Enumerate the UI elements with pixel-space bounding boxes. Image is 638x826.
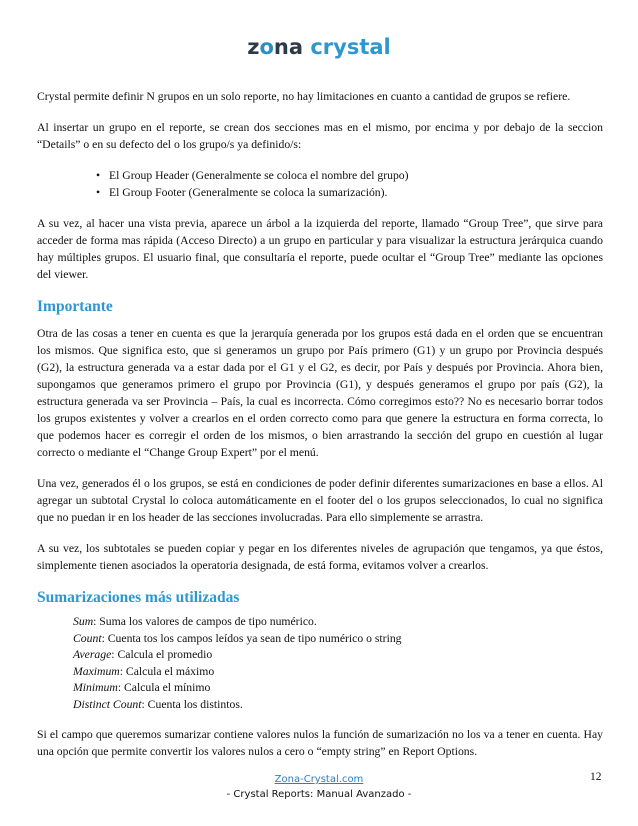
paragraph-sections: Al insertar un grupo en el reporte, se crean dos secciones mas en el mismo, por encima y por debajo de la seccion “Details” o en su defecto del o los grupo/s ya definido/s:	[37, 121, 603, 151]
paragraph-summaries: Una vez, generados él o los grupos, se está en condiciones de poder definir diferentes sumarizaciones en base a ellos. Al agregar un subtotal Crystal lo coloca automáticamente en el footer del o los grupos seleccionados, lo cual no significa que no puedan ir en los header de las secciones involucradas. Para ello simplemente se arrastra.	[37, 477, 603, 524]
paragraph-intro: Crystal permite definir N grupos en un solo reporte, no hay limitaciones en cuanto a cantidad de grupos se refiere.	[37, 90, 571, 103]
paragraph-null-values: Si el campo que queremos sumarizar contiene valores nulos la función de sumarización no los va a tener en cuenta. Hay una opción que permite convertir los valores nulos a cero o “empty string” en Report Options.	[37, 728, 603, 758]
paragraph-subtotals: A su vez, los subtotales se pueden copiar y pegar en los diferentes niveles de agrupación que tengamos, ya que éstos, simplemente tienen asociados la operatoria designada, de está forma, evitamos volver a crearlos.	[37, 542, 603, 572]
list-item	[73, 680, 603, 697]
summary-desc: : Calcula el máximo	[119, 664, 215, 678]
summary-term: Sum	[73, 615, 94, 628]
summary-desc: : Suma los valores de campos de tipo numérico.	[93, 615, 317, 628]
page-content	[37, 88, 603, 774]
heading-sumarizaciones: Sumarizaciones más utilizadas	[37, 589, 240, 606]
list-item	[73, 614, 603, 631]
list-item	[73, 647, 603, 664]
list-item: • El Group Footer (Generalmente se coloca la sumarización).	[109, 184, 603, 201]
summary-term: Minimum	[73, 681, 118, 694]
summary-term: Count	[73, 631, 102, 645]
list-item	[73, 631, 603, 648]
paragraph-group-tree: A su vez, al hacer una vista previa, aparece un árbol a la izquierda del reporte, llamado “Group Tree”, que sirve para acceder de forma mas rápida (Acceso Directo) a un grupo en particular y para visualizar la estructura jerárquica cuando hay múltiples grupos. El usuario final, que consultaría el reporte, puede ocultar el “Group Tree” mediante las opciones del viewer.	[37, 217, 603, 281]
summary-term: Average	[73, 648, 112, 661]
list-item: • El Group Header (Generalmente se coloca el nombre del grupo)	[109, 167, 603, 184]
summary-term: Maximum	[73, 664, 120, 678]
footer-subtitle: - Crystal Reports: Manual Avanzado -	[226, 789, 412, 800]
summary-desc: : Calcula el promedio	[111, 648, 213, 661]
paragraph-hierarchy: Otra de las cosas a tener en cuenta es que la jerarquía generada por los grupos está dada en el orden que se encuentran los mismos. Que significa esto, que si generamos un grupo por País primero (G1) y un grupo por Provincia después (G2), la estructura generada va a estar dada por el G1 y el G2, es decir, por País y después por Provincia. Ahora bien, supongamos que generamos primero el grupo por Provincia (G1), y después generamos el grupo por país (G2), la estructura generada va ser Provincia – País, la cual es incorrecta. Cómo corregimos esto?? No es necesario borrar todos los grupos existentes y volver a crearlos en el orden correcto como para que genere la estructura en forma correcta, lo que podemos hacer es corregir el orden de los mismos, o bien arrastrando la sección del grupo en cuestión al lugar correcto o mediante el “Change Group Expert” por el menú.	[37, 327, 603, 459]
heading-importante: Importante	[37, 298, 113, 315]
summary-desc: : Calcula el mínimo	[117, 681, 211, 694]
summary-desc: : Cuenta los distintos.	[141, 697, 243, 711]
logo-z: z	[247, 35, 260, 59]
summary-list	[73, 614, 603, 713]
page-number: 12	[590, 771, 602, 783]
zona-crystal-logo	[0, 34, 638, 60]
page-footer	[0, 772, 638, 802]
summary-desc: : Cuenta tos los campos leídos ya sean de tipo numérico o string	[101, 631, 402, 645]
logo-na: na	[273, 35, 304, 59]
list-item	[73, 664, 603, 681]
footer-link[interactable]: Zona-Crystal.com	[274, 774, 364, 785]
logo-o-compass-icon: o	[259, 35, 274, 59]
logo-crystal: crystal	[310, 35, 391, 59]
list-item	[73, 697, 603, 714]
summary-term: Distinct Count	[73, 697, 142, 711]
bullet-list	[37, 167, 603, 201]
